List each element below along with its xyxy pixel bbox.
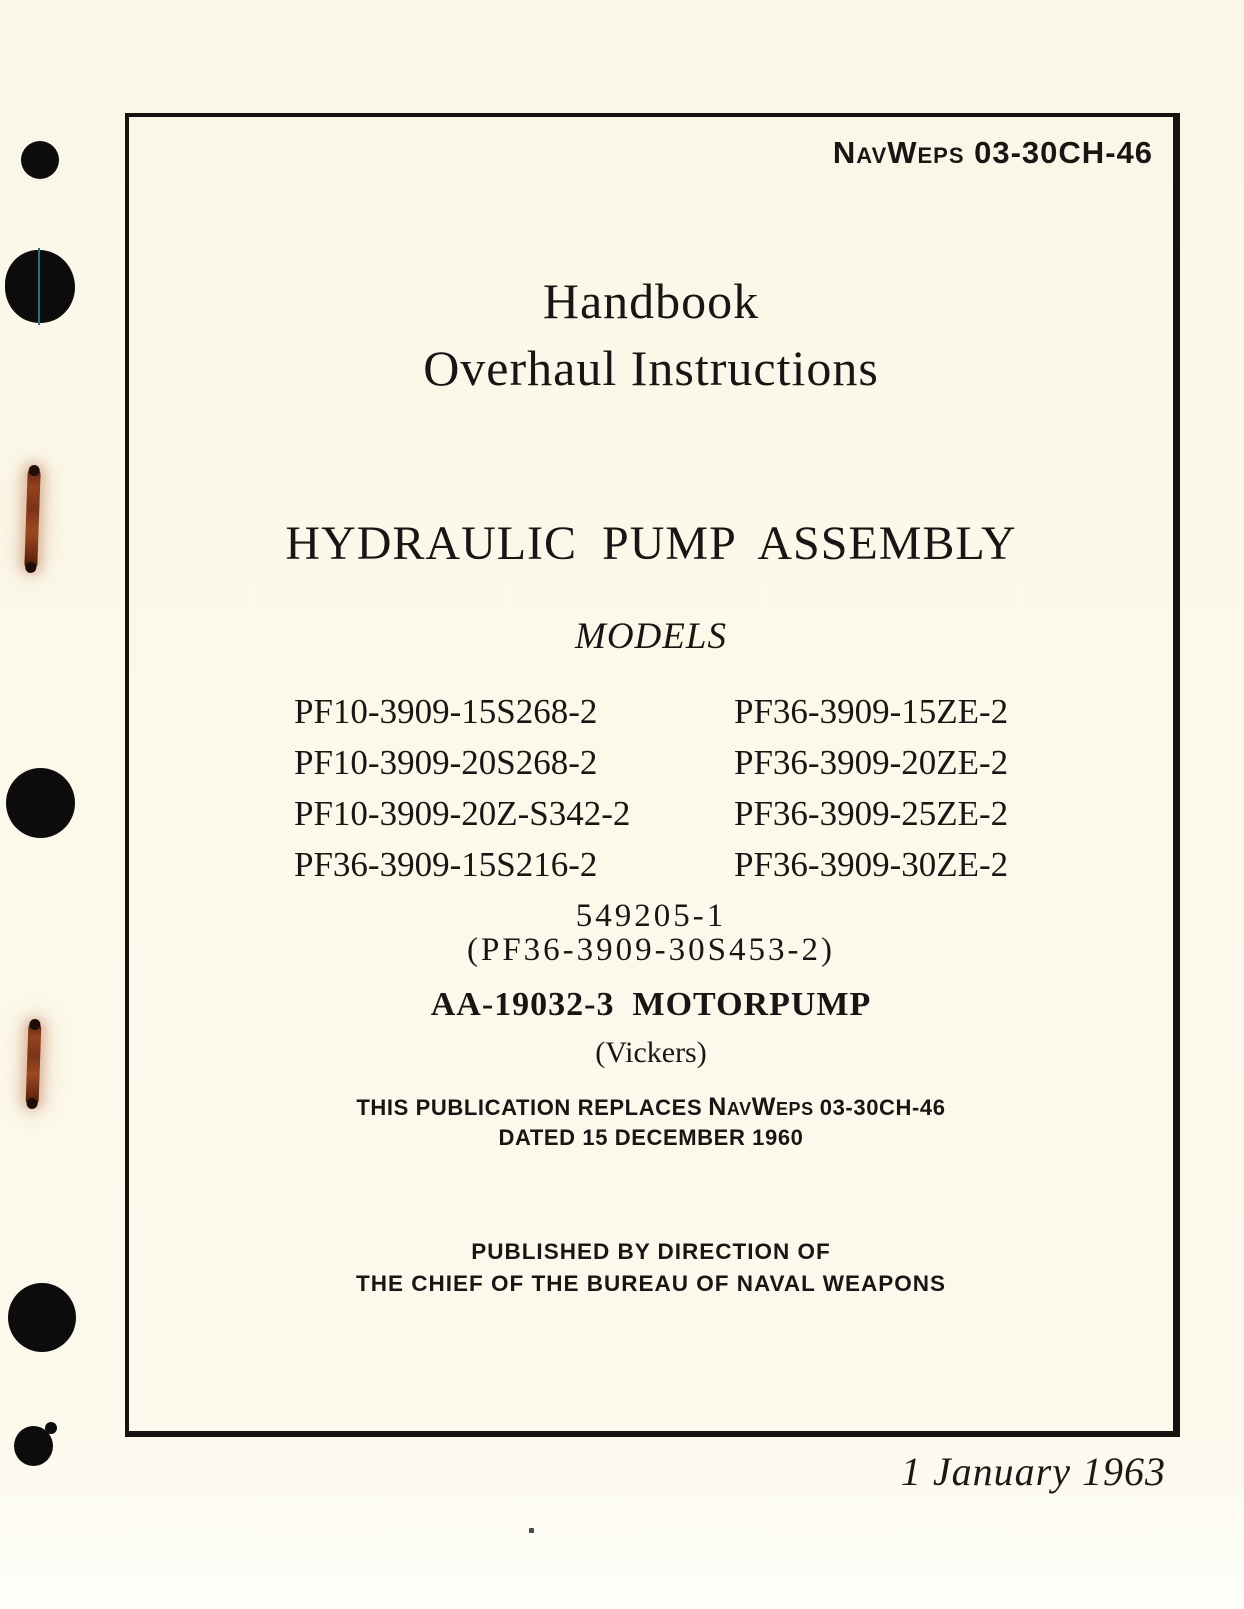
issue-date: 1 January 1963 [900,1449,1166,1494]
model-number: PF10-3909-20S268-2 [294,743,598,782]
replaced-date-line: DATED 15 DECEMBER 1960 [498,1125,804,1150]
replaces-prefix: THIS PUBLICATION REPLACES [356,1095,703,1120]
replaces-navweps: NavWeps [708,1093,814,1121]
hole-punch-mark [14,1426,53,1466]
publication-number: NavWeps 03-30CH-46 [832,135,1153,170]
paper-speck [529,1528,534,1533]
cover-border-frame [125,113,1180,1437]
part-number-alternate: (PF36-3909-30S453-2) [466,932,835,968]
hole-punch-mark [6,768,75,838]
manufacturer-name: (Vickers) [595,1036,707,1069]
model-number: PF36-3909-15ZE-2 [734,692,1009,731]
handbook-title-line1: Handbook [542,273,760,329]
model-number: PF36-3909-20ZE-2 [734,743,1009,782]
motorpump-line [129,986,1173,1024]
model-number: PF10-3909-20Z-S342-2 [294,794,631,833]
part-number: 549205-1 [575,898,727,934]
models-heading: MODELS [575,616,727,657]
handbook-title-line2: Overhaul Instructions [423,340,879,396]
replaces-notice [129,1093,1173,1122]
published-by-line2: THE CHIEF OF THE BUREAU OF NAVAL WEAPONS [355,1271,946,1296]
scan-artifact-line [38,248,40,325]
motorpump-number: AA-19032-3 [430,986,615,1023]
replaces-code: 03-30CH-46 [819,1095,946,1120]
hole-punch-mark [8,1283,76,1352]
motorpump-word: MOTORPUMP [632,986,872,1023]
binding-rust-stain [26,1022,42,1106]
model-number: PF10-3909-15S268-2 [294,692,598,731]
hole-punch-mark [21,141,59,179]
model-number: PF36-3909-25ZE-2 [734,794,1009,833]
equipment-title: HYDRAULIC PUMP ASSEMBLY [285,517,1017,570]
binding-rust-stain [24,468,41,570]
hole-punch-mark [5,250,75,323]
model-list-left-column [294,686,630,890]
published-by-line1: PUBLISHED BY DIRECTION OF [471,1239,831,1264]
model-list-right-column [734,686,1008,890]
model-number: PF36-3909-30ZE-2 [734,845,1009,884]
model-number: PF36-3909-15S216-2 [294,845,598,884]
